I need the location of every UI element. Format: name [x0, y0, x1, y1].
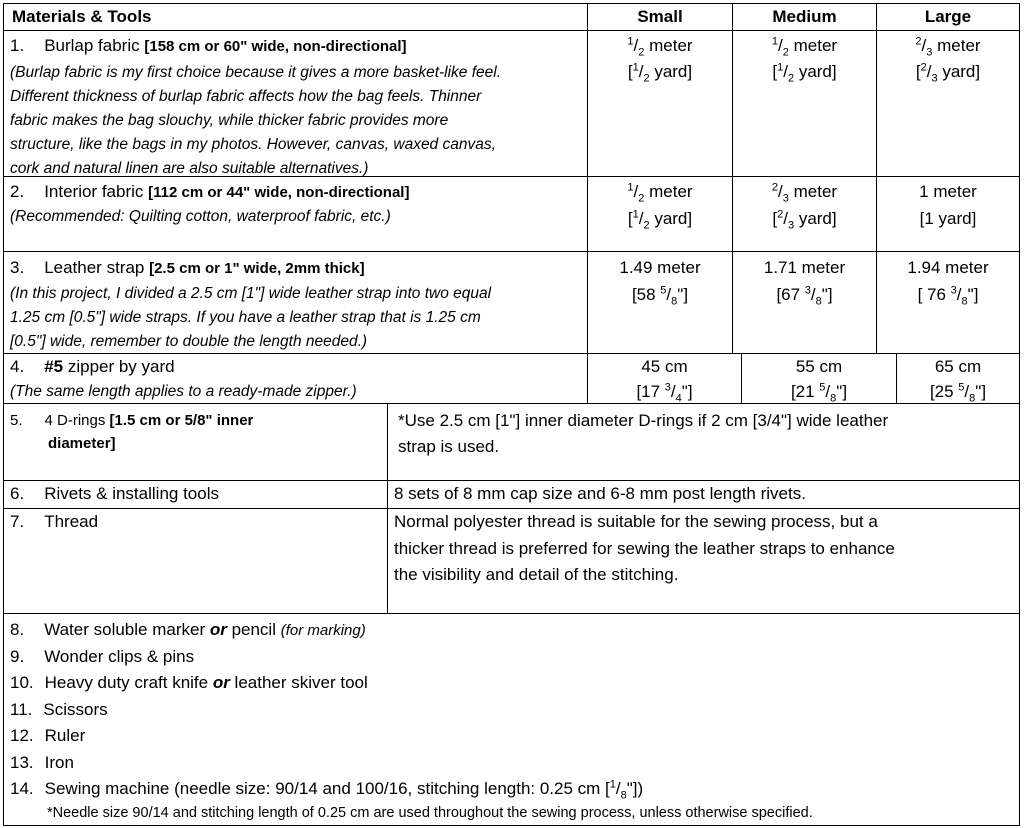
- item-number: 7.: [10, 512, 25, 531]
- item-spec: [1.5 cm or 5/8" inner: [109, 412, 254, 429]
- item-1-note-line-4: structure, like the bags in my photos. However, canvas, waxed canvas,: [10, 136, 496, 153]
- tool-item-8: 8. Water soluble marker or pencil (for marking): [10, 620, 366, 639]
- item-1-medium-yard: [$^1/_2$ yard]: [772, 61, 837, 85]
- item-4-small-cm: 45 cm: [641, 357, 688, 376]
- item-spec: [158 cm or 60" wide, non-directional]: [144, 38, 407, 55]
- item-2-large-meter: 1 meter: [919, 182, 977, 201]
- item-name: Rivets & installing tools: [44, 484, 219, 503]
- item-3-small-meter: 1.49 meter: [619, 258, 701, 277]
- item-4-note: (The same length applies to a ready-made zipper.): [10, 383, 357, 400]
- header-materials: Materials & Tools: [12, 7, 152, 26]
- tool-item-13: 13. Iron: [10, 753, 74, 772]
- item-name: Burlap fabric: [44, 36, 145, 55]
- item-name: Interior fabric: [44, 182, 149, 201]
- table-border-left: [3, 3, 4, 825]
- item-name: Thread: [44, 512, 99, 531]
- item-4-large-cm: 65 cm: [934, 357, 982, 376]
- item-4-title: [10, 354, 175, 380]
- tool-item-11: 11. Scissors: [10, 700, 108, 719]
- item-2-small-meter: $^1/_2$ meter: [627, 181, 693, 205]
- item-number: 6.: [10, 484, 25, 503]
- table-border-bottom: [3, 825, 1020, 826]
- item-number: 4.: [10, 357, 25, 376]
- header-small: Small: [637, 7, 683, 26]
- item-2-medium-yard: [$^2/_3$ yard]: [772, 208, 837, 232]
- item-name: 4 D-rings: [44, 412, 110, 429]
- tool-item-12: 12. Ruler: [10, 726, 86, 745]
- item-3-large-inch: [ 76 $^3/_8$"]: [917, 284, 979, 308]
- item-1-large-meter: $^2/_3$ meter: [915, 35, 981, 59]
- item-4-medium-cm: 55 cm: [795, 357, 843, 376]
- item-number: 3.: [10, 258, 25, 277]
- item-5-desc-line-2: strap is used.: [398, 437, 500, 456]
- row-divider-2: [3, 251, 1020, 252]
- item-name: Leather strap: [44, 258, 150, 277]
- item-2-medium-meter: $^2/_3$ meter: [771, 181, 838, 205]
- item-4-large-inch: [25 $^5/_8$"]: [929, 381, 987, 405]
- item-name: zipper by yard: [63, 357, 175, 376]
- col-divider-description: [387, 403, 388, 613]
- item-3-medium-meter: 1.71 meter: [763, 258, 846, 277]
- tool-item-9: 9. Wonder clips & pins: [10, 647, 195, 666]
- item-1-title: [10, 33, 407, 60]
- tool-item-10: 10. Heavy duty craft knife or leather skiver tool: [10, 673, 368, 692]
- item-number: 2.: [10, 182, 25, 201]
- item-2-large-yard: [1 yard]: [919, 209, 977, 228]
- item-3-medium-inch: [67 $^3/_8$"]: [776, 284, 833, 308]
- header-divider: [3, 30, 1020, 31]
- item-3-large-meter: 1.94 meter: [907, 258, 989, 277]
- item-number: 5.: [10, 412, 23, 429]
- header-medium: Medium: [772, 7, 837, 26]
- item-spec: [2.5 cm or 1" wide, 2mm thick]: [149, 260, 365, 277]
- table-border-right: [1019, 3, 1020, 825]
- item-2-note: (Recommended: Quilting cotton, waterproof fabric, etc.): [10, 208, 391, 225]
- item-number: 1.: [10, 36, 25, 55]
- item-3-title: [10, 255, 365, 282]
- item-6-desc: 8 sets of 8 mm cap size and 6-8 mm post length rivets.: [394, 484, 806, 503]
- item-name-bold: #5: [44, 357, 64, 376]
- item-1-large-yard: [$^2/_3$ yard]: [915, 61, 981, 85]
- item-4-medium-inch: [21 $^5/_8$"]: [790, 381, 848, 405]
- tool-item-14: 14. Sewing machine (needle size: 90/14 and 100/16, stitching length: 0.25 cm $[^1/_8"]$): [10, 778, 644, 802]
- tools-footnote: *Needle size 90/14 and stitching length of 0.25 cm are used throughout the sewing process, unless otherwise specified.: [47, 805, 813, 821]
- item-1-small-yard: [$^1/_2$ yard]: [627, 61, 693, 85]
- item-2-small-yard: [$^1/_2$ yard]: [627, 208, 693, 232]
- item-3-note-line-1: (In this project, I divided a 2.5 cm [1"] wide leather strap into two equal: [10, 285, 492, 302]
- item-7-desc-line-3: the visibility and detail of the stitching.: [394, 565, 679, 584]
- item-3-note-line-2: 1.25 cm [0.5"] wide straps. If you have a leather strap that is 1.25 cm: [10, 309, 481, 326]
- row-divider-7: [3, 613, 1020, 614]
- item-7-desc-line-2: thicker thread is preferred for sewing the leather straps to enhance: [394, 539, 895, 558]
- item-spec: [112 cm or 44" wide, non-directional]: [148, 184, 410, 201]
- header-large: Large: [924, 7, 972, 26]
- item-5-spec-line-2: diameter]: [48, 435, 116, 452]
- item-5-title: [10, 409, 253, 433]
- item-1-small-meter: $^1/_2$ meter: [627, 35, 693, 59]
- item-1-note-line-3: fabric makes the bag slouchy, while thicker fabric provides more: [10, 112, 449, 129]
- item-3-small-inch: [58 $^5/_8$"]: [631, 284, 689, 308]
- item-6-title: [10, 481, 219, 507]
- item-1-note-line-2: Different thickness of burlap fabric affects how the bag feels. Thinner: [10, 88, 482, 105]
- item-5-desc-line-1: *Use 2.5 cm [1"] inner diameter D-rings if 2 cm [3/4"] wide leather: [398, 411, 889, 430]
- item-7-desc-line-1: Normal polyester thread is suitable for the sewing process, but a: [394, 512, 878, 531]
- item-3-note-line-3: [0.5"] wide, remember to double the length needed.): [10, 333, 368, 350]
- item-4-small-inch: [17 $^3/_4$"]: [636, 381, 693, 405]
- item-1-medium-meter: $^1/_2$ meter: [771, 35, 838, 59]
- item-7-title: [10, 509, 98, 535]
- item-1-note-line-5: cork and natural linen are also suitable alternatives.): [10, 160, 369, 177]
- item-1-note-line-1: (Burlap fabric is my first choice because it gives a more basket-like feel.: [10, 64, 502, 81]
- item-2-title: [10, 179, 409, 206]
